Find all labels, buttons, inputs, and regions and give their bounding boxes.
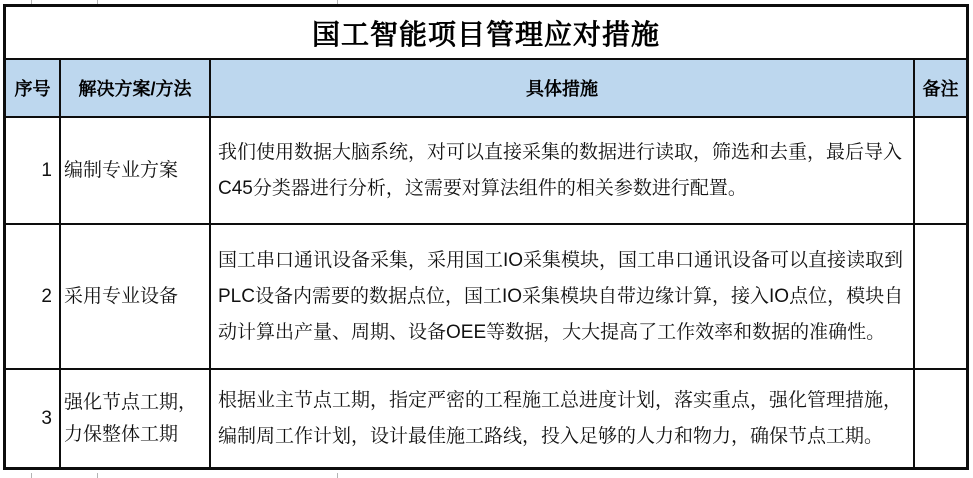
row2-no-cell: 2 — [6, 225, 61, 370]
row1-no-cell: 1 — [6, 118, 61, 225]
row1-solution-cell: 编制专业方案 — [61, 118, 211, 225]
row3-solution-cell: 强化节点工期，力保整体工期 — [61, 370, 211, 467]
header-cell-measures: 具体措施 — [211, 60, 915, 118]
row2-solution-cell: 采用专业设备 — [61, 225, 211, 370]
row3-no-cell: 3 — [6, 370, 61, 467]
row1-measures-cell: 我们使用数据大脑系统，对可以直接采集的数据进行读取，筛选和去重，最后导入C45分类器进行分析，这需要对算法组件的相关参数进行配置。 — [211, 118, 915, 225]
crop-gridline-stub — [337, 473, 338, 478]
crop-gridline-stub — [97, 473, 98, 478]
table-title: 国工智能项目管理应对措施 — [6, 7, 966, 60]
row2-measures-cell: 国工串口通讯设备采集，采用国工IO采集模块，国工串口通讯设备可以直接读取到PLC设备内需要的数据点位，国工IO采集模块自带边缘计算，接入IO点位，模块自动计算出产量、周期、设备OEE等数据，大大提高了工作效率和数据的准确性。 — [211, 225, 915, 370]
row2-remarks-cell — [915, 225, 966, 370]
header-cell-remarks: 备注 — [915, 60, 966, 118]
crop-gridline-stub — [31, 473, 32, 478]
header-cell-no: 序号 — [6, 60, 61, 118]
header-cell-solution: 解决方案/方法 — [61, 60, 211, 118]
row3-measures-cell: 根据业主节点工期，指定严密的工程施工总进度计划，落实重点，强化管理措施，编制周工作计划，设计最佳施工路线，投入足够的人力和物力，确保节点工期。 — [211, 370, 915, 467]
row3-remarks-cell — [915, 370, 966, 467]
row1-remarks-cell — [915, 118, 966, 225]
measures-table — [3, 4, 969, 470]
